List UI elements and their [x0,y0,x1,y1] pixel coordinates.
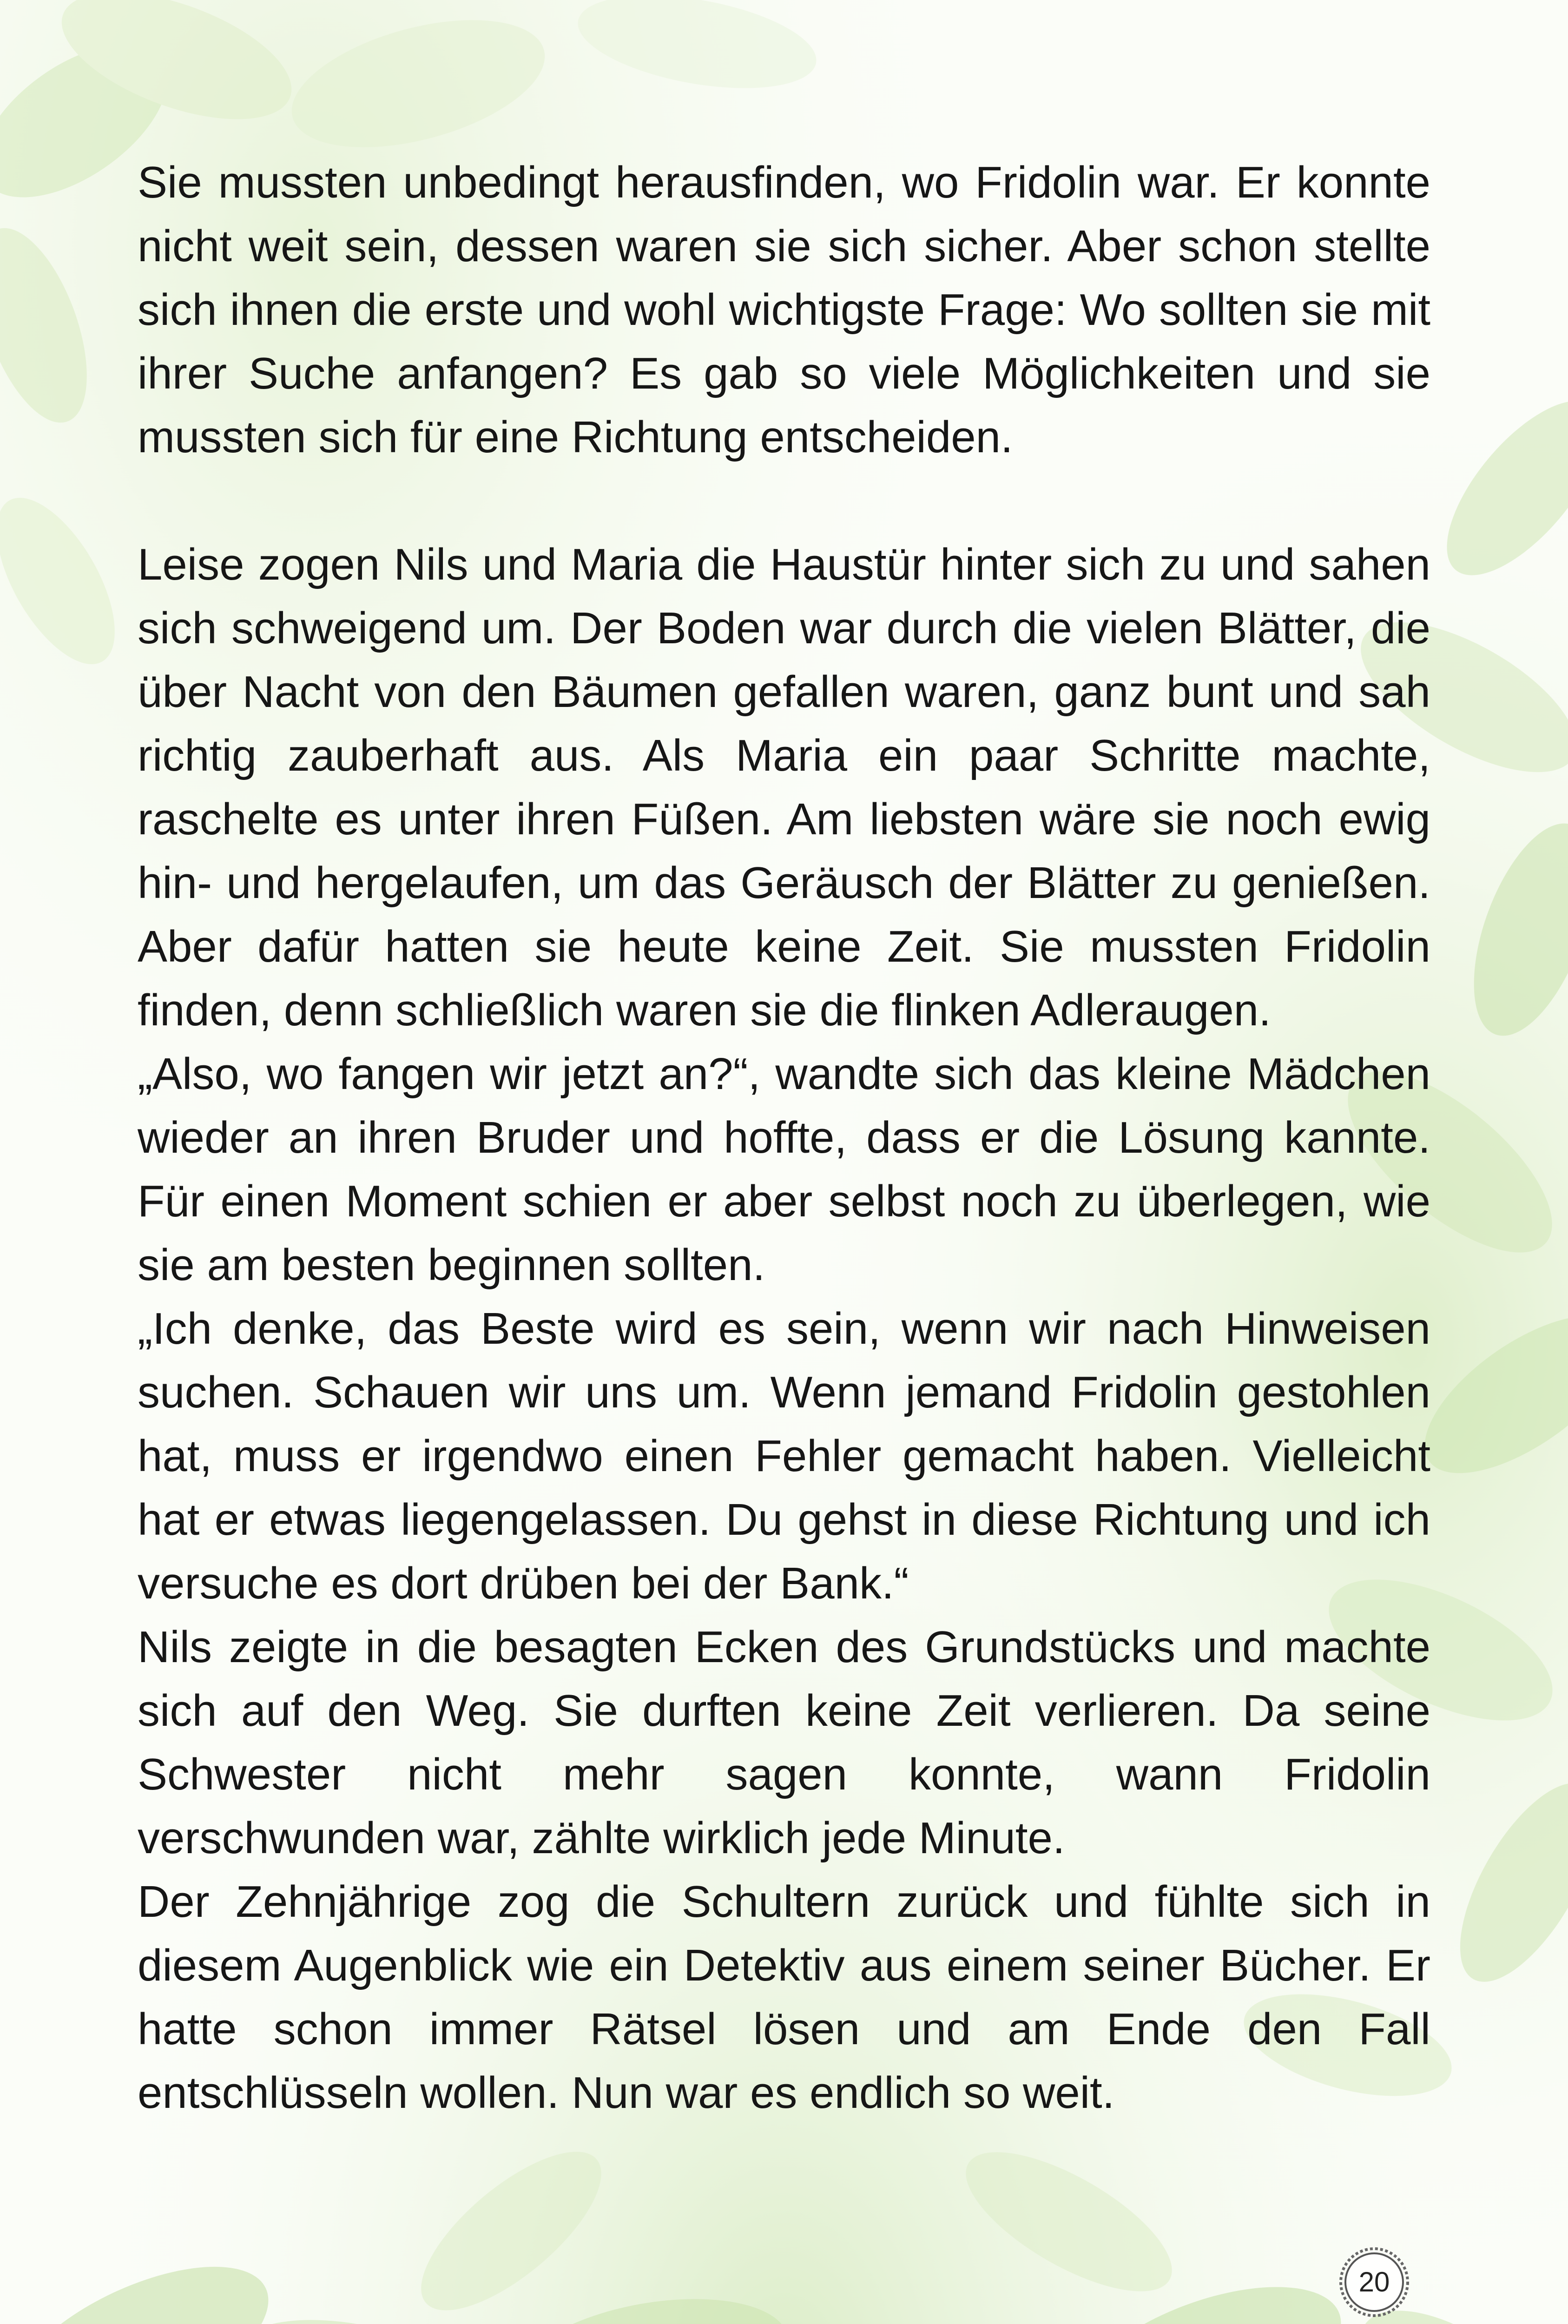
paragraph-5: Nils zeigte in die besagten Ecken des Grundstücks und machte sich auf den Weg. Sie durften keine Zeit verlieren. Da seine Schwester nicht mehr sagen konnte, wann Fridolin verschwunden war, zählte wirklich jede Minute. [138,1622,1430,1863]
paragraph-gap [138,469,1430,533]
page-number-badge [1337,2245,1411,2319]
paragraph-2: Leise zogen Nils und Maria die Haustür hinter sich zu und sahen sich schweigend um. Der Boden war durch die vielen Blätter, die über Nacht von den Bäumen gefallen waren, ganz bunt und sah richtig zauberhaft aus. Als Maria ein paar Schritte machte, raschelte es unter ihren Füßen. Am liebsten wäre sie noch ewig hin- und hergelaufen, um das Geräusch der Blätter zu genießen. Aber dafür hatten sie heute keine Zeit. Sie mussten Fridolin finden, denn schließlich waren sie die flinken Adleraugen. [138,540,1430,1035]
paragraph-4: „Ich denke, das Beste wird es sein, wenn wir nach Hinweisen suchen. Schauen wir uns um. Wenn jemand Fridolin gestohlen hat, muss er irgendwo einen Fehler gemacht haben. Vielleicht hat er etwas liegengelassen. Du gehst in diese Richtung und ich versuche es dort drüben bei der Bank.“ [138,1304,1430,1608]
story-text [138,151,1430,2125]
page-number: 20 [1358,2266,1390,2298]
paragraph-1: Sie mussten unbedingt herausfinden, wo Fridolin war. Er konnte nicht weit sein, dessen waren sie sich sicher. Aber schon stellte sich ihnen die erste und wohl wichtigste Frage: Wo sollten sie mit ihrer Suche anfangen? Es gab so viele Möglichkeiten und sie mussten sich für eine Richtung entscheiden. [138,158,1430,462]
paragraph-6: Der Zehnjährige zog die Schultern zurück und fühlte sich in diesem Augenblick wie ein Detektiv aus einem seiner Bücher. Er hatte schon immer Rätsel lösen und am Ende den Fall entschlüsseln wollen. Nun war es endlich so weit. [138,1877,1430,2118]
paragraph-3: „Also, wo fangen wir jetzt an?“, wandte sich das kleine Mädchen wieder an ihren Bruder und hoffte, dass er die Lösung kannte. Für einen Moment schien er aber selbst noch zu überlegen, wie sie am besten beginnen sollten. [138,1049,1430,1290]
